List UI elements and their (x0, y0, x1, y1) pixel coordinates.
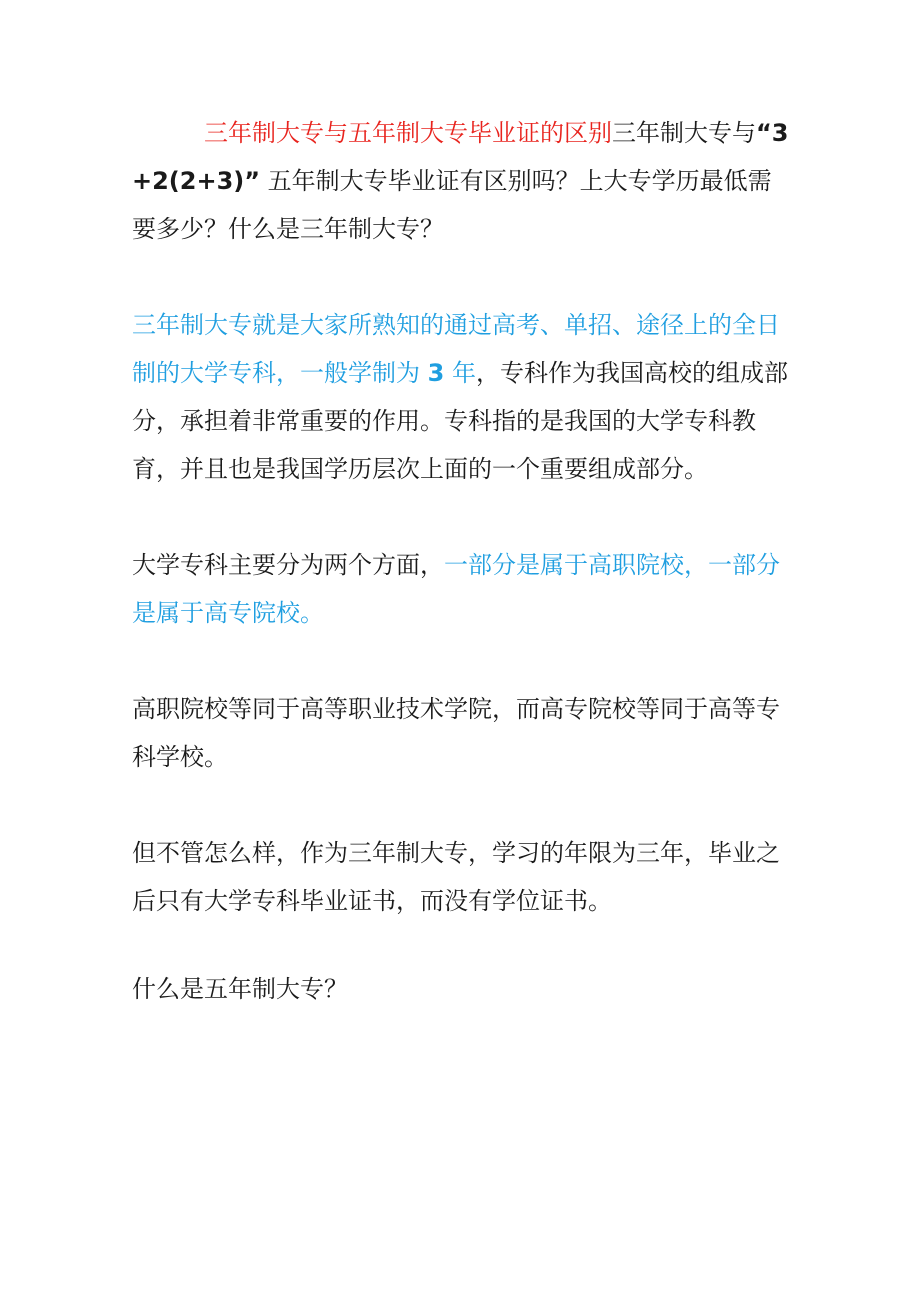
intro-text-a: 三年制大专与 (612, 119, 756, 147)
definition-highlight-a: 三年制大专就是大家所熟知的通过高考、单招、途径上的全日制的大学专科，一般学制为 (132, 311, 780, 387)
college-types-paragraph (132, 541, 792, 637)
certificate-text: 但不管怎么样，作为三年制大专，学习的年限为三年，毕业之后只有大学专科毕业证书，而没有学位证书。 (132, 839, 780, 915)
college-equivalence-paragraph (132, 685, 792, 781)
intro-paragraph (132, 109, 792, 253)
definition-highlight-b: 年 (444, 359, 476, 387)
article-title: 三年制大专与五年制大专毕业证的区别 (204, 119, 612, 147)
intro-text-b: 五年制大专毕业证有区别吗？上大专学历最低需要多少？什么是三年制大专？ (132, 167, 772, 243)
definition-highlight-number: 3 (427, 359, 445, 387)
college-types-highlight: 一部分是属于高职院校，一部分是属于高专院校。 (132, 551, 780, 627)
certificate-paragraph (132, 829, 792, 925)
college-types-text: 大学专科主要分为两个方面， (132, 551, 444, 579)
three-year-definition-paragraph (132, 301, 792, 493)
definition-text: ，专科作为我国高校的组成部分，承担着非常重要的作用。专科指的是我国的大学专科教育，并且也是我国学历层次上面的一个重要组成部分。 (132, 359, 788, 483)
college-equivalence-text: 高职院校等同于高等职业技术学院，而高专院校等同于高等专科学校。 (132, 695, 780, 771)
five-year-question-text: 什么是五年制大专？ (132, 975, 348, 1003)
intro-quote: “3+2(2+3)” (132, 119, 789, 195)
five-year-question-paragraph (132, 965, 792, 1013)
